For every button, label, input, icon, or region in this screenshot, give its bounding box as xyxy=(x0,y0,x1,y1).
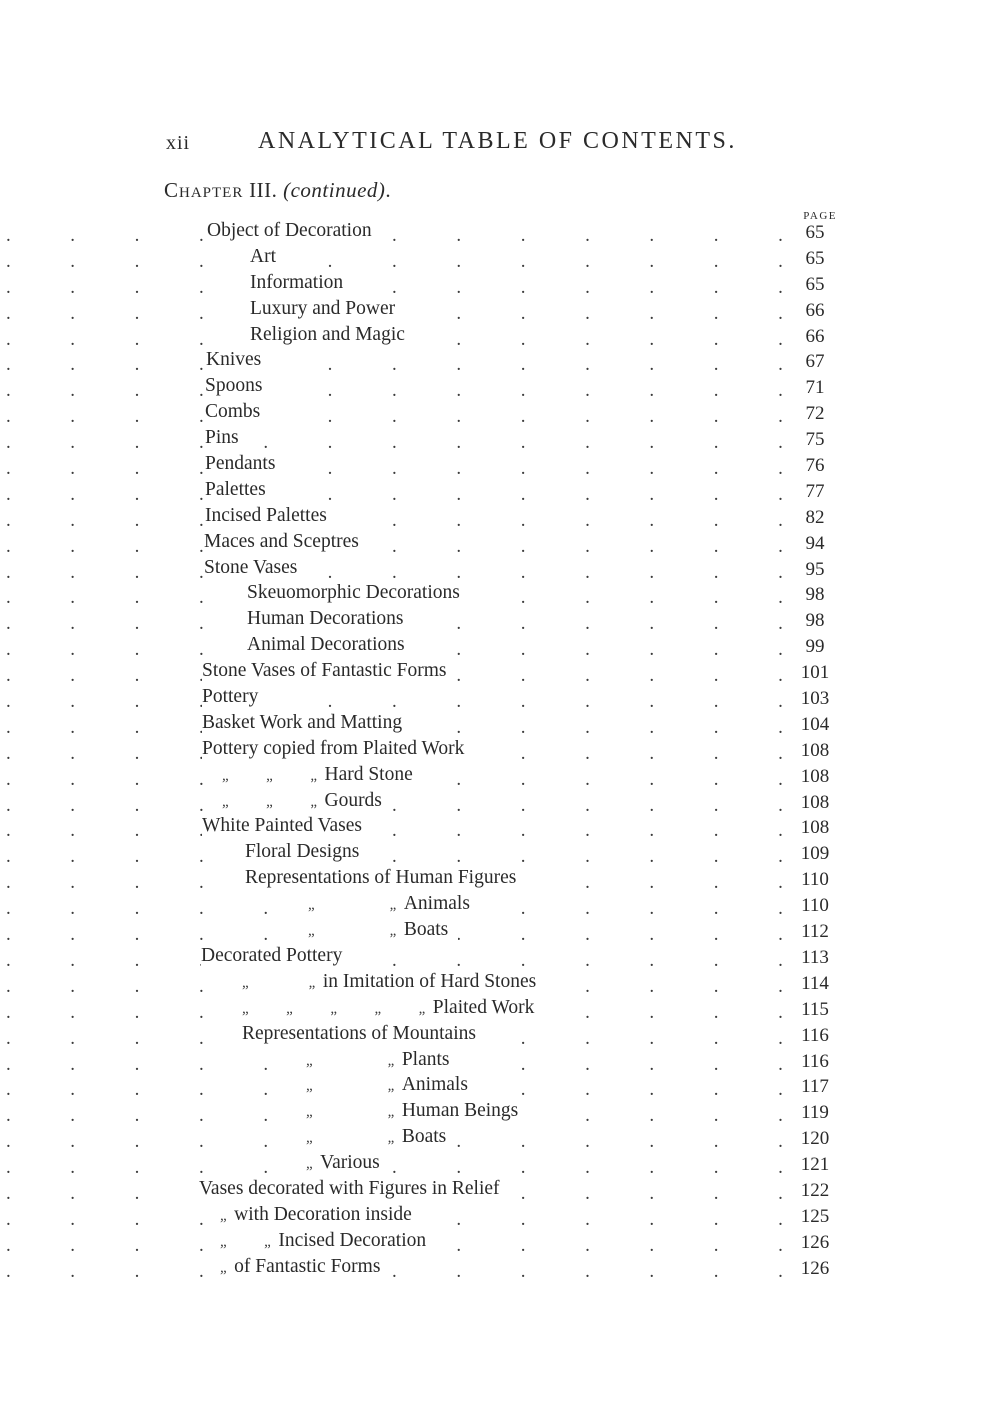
toc-entry xyxy=(0,505,1000,531)
page-folio: xii xyxy=(166,132,191,154)
toc-entry-text: Basket Work and Matting xyxy=(202,711,403,733)
toc-page-number: 108 xyxy=(800,765,830,787)
toc-page-number: 65 xyxy=(805,222,825,243)
toc-entry xyxy=(0,867,1000,893)
toc-entry-text: Luxury and Power xyxy=(250,297,396,319)
dot-leader xyxy=(6,484,784,506)
toc-entry-title xyxy=(247,582,470,604)
toc-entry-title xyxy=(242,1023,486,1045)
toc-entry-title xyxy=(242,971,546,993)
toc-entry xyxy=(0,453,1000,479)
toc-page-number: 77 xyxy=(805,480,825,502)
toc-entry xyxy=(0,1126,1000,1152)
toc-page-number: 113 xyxy=(801,946,829,968)
toc-entry-title xyxy=(245,867,526,889)
toc-entry-text: Boats xyxy=(401,1126,447,1148)
toc-entry-text: Representations of Human Figures xyxy=(245,867,517,889)
toc-page-number: 101 xyxy=(800,662,830,684)
toc-page-number: 67 xyxy=(805,351,825,373)
dot-leader xyxy=(6,950,784,972)
page-column-label: PAGE xyxy=(803,210,837,222)
ditto-marks: „ xyxy=(220,1207,235,1224)
toc-entry-text: Representations of Mountains xyxy=(242,1022,476,1044)
toc-entry-text: Animals xyxy=(401,1074,468,1096)
toc-page-number: 108 xyxy=(800,817,830,839)
toc-page-number: 110 xyxy=(801,895,829,917)
toc-entry-text: of Fantastic Forms xyxy=(234,1255,381,1277)
toc-page-number: 120 xyxy=(800,1128,830,1150)
toc-entry-title xyxy=(201,945,352,967)
toc-entry-text: Skeuomorphic Decorations xyxy=(247,582,460,604)
toc-entry-text: Gourds xyxy=(324,789,382,811)
toc-entry-title xyxy=(207,220,382,242)
toc-page-number: 103 xyxy=(800,688,830,710)
chapter-continued-note: (continued) xyxy=(283,178,386,202)
toc-entry xyxy=(0,945,1000,971)
toc-page-number: 71 xyxy=(805,377,825,399)
toc-entry xyxy=(0,815,1000,841)
toc-entry-text: Animal Decorations xyxy=(247,634,405,656)
ditto-marks: „ „ xyxy=(220,1233,279,1250)
toc-entry-text: Information xyxy=(250,271,344,293)
toc-entry xyxy=(0,349,1000,375)
toc-page-number: 112 xyxy=(801,921,829,943)
dot-leader xyxy=(6,536,784,558)
toc-entry-title xyxy=(205,427,249,449)
toc-entry xyxy=(0,582,1000,608)
toc-entry-text: Vases decorated with Figures in Relief xyxy=(199,1177,500,1199)
dot-leader xyxy=(6,251,784,273)
toc-entry-text: Religion and Magic xyxy=(250,323,405,345)
toc-entry-title xyxy=(204,531,369,553)
toc-entry-text: Various xyxy=(320,1152,380,1174)
toc-page-number: 117 xyxy=(801,1076,829,1098)
toc-entry-text: Human Decorations xyxy=(247,608,404,630)
toc-page-number: 98 xyxy=(805,584,825,606)
toc-entry xyxy=(0,1152,1000,1178)
toc-entry xyxy=(0,997,1000,1023)
dot-leader xyxy=(6,406,784,428)
toc-page-number: 119 xyxy=(801,1102,829,1124)
toc-entry-title xyxy=(306,1152,390,1174)
toc-entry-title xyxy=(206,349,271,371)
toc-entry xyxy=(0,1049,1000,1075)
toc-entry-text: Animals xyxy=(403,893,470,915)
toc-entry-title xyxy=(220,1256,390,1278)
toc-entry-title xyxy=(250,272,353,294)
toc-entry-title xyxy=(202,815,372,837)
toc-entry xyxy=(0,1023,1000,1049)
toc-entry xyxy=(0,246,1000,272)
dot-leader xyxy=(6,1157,784,1179)
ditto-marks: „ xyxy=(306,1156,321,1173)
toc-entry-title xyxy=(205,505,337,527)
toc-page-number: 108 xyxy=(800,791,830,813)
toc-entry xyxy=(0,634,1000,660)
toc-entry-text: with Decoration inside xyxy=(234,1203,412,1225)
toc-page-number: 65 xyxy=(805,273,825,295)
ditto-marks: „ „ xyxy=(308,923,404,940)
dot-leader xyxy=(6,458,784,480)
toc-page-number: 72 xyxy=(805,403,825,425)
toc-entry-text: Boats xyxy=(403,919,449,941)
toc-entry xyxy=(0,738,1000,764)
toc-entry-title xyxy=(222,764,423,786)
ditto-marks: „ „ xyxy=(306,1078,402,1095)
toc-page-number: 65 xyxy=(805,247,825,269)
toc-entry-text: Floral Designs xyxy=(245,841,360,863)
toc-entry-title xyxy=(306,1126,456,1148)
toc-entry xyxy=(0,1074,1000,1100)
dot-leader xyxy=(6,846,784,868)
ditto-marks: „ „ xyxy=(308,897,404,914)
toc-entry-text: Stone Vases of Fantastic Forms xyxy=(202,660,447,682)
toc-page-number: 122 xyxy=(800,1179,830,1201)
toc-entry xyxy=(0,479,1000,505)
toc-page-number: 116 xyxy=(801,1050,829,1072)
toc-entry-title xyxy=(199,1178,510,1200)
dot-leader xyxy=(6,432,784,454)
chapter-number: III. xyxy=(249,178,278,202)
dot-leader xyxy=(6,562,784,584)
ditto-marks: „ „ „ xyxy=(222,767,325,784)
running-header xyxy=(0,128,1000,162)
toc-page-number: 75 xyxy=(805,429,825,451)
toc-entry-title xyxy=(308,919,458,941)
toc-page-number: 104 xyxy=(800,713,830,735)
dot-leader xyxy=(6,691,784,713)
ditto-marks: „ „ xyxy=(306,1130,402,1147)
toc-entry-title xyxy=(204,557,307,579)
toc-entry xyxy=(0,971,1000,997)
table-of-contents xyxy=(0,220,1000,1282)
toc-entry xyxy=(0,893,1000,919)
toc-entry-text: Object of Decoration xyxy=(207,220,372,241)
toc-entry-title xyxy=(250,324,415,346)
chapter-heading-period: . xyxy=(385,178,392,202)
toc-page-number: 126 xyxy=(800,1257,830,1279)
toc-entry-text: Palettes xyxy=(205,478,266,500)
toc-entry-text: Incised Decoration xyxy=(278,1229,427,1251)
toc-entry-text: Pottery copied from Plaited Work xyxy=(202,737,465,759)
toc-page-number: 115 xyxy=(801,998,829,1020)
toc-entry xyxy=(0,712,1000,738)
ditto-marks: „ „ xyxy=(242,974,323,991)
toc-entry-title xyxy=(205,479,276,501)
toc-entry-text: Combs xyxy=(205,401,261,423)
toc-entry-text: Stone Vases xyxy=(204,556,298,578)
toc-entry-text: Hard Stone xyxy=(324,763,413,785)
toc-entry-text: Pottery xyxy=(202,686,259,708)
toc-entry xyxy=(0,1230,1000,1256)
toc-entry-title xyxy=(205,401,270,423)
toc-entry-text: Knives xyxy=(206,349,262,371)
toc-entry-title xyxy=(306,1074,478,1096)
toc-entry-text: Pins xyxy=(205,427,239,449)
toc-entry xyxy=(0,790,1000,816)
toc-page-number: 110 xyxy=(801,869,829,891)
running-title: ANALYTICAL TABLE OF CONTENTS. xyxy=(258,128,737,154)
ditto-marks: „ „ „ „ „ xyxy=(242,1000,433,1017)
toc-page-number: 76 xyxy=(805,455,825,477)
toc-entry-title xyxy=(220,1230,436,1252)
toc-entry-text: Plaited Work xyxy=(432,996,535,1018)
toc-page-number: 109 xyxy=(800,843,830,865)
dot-leader xyxy=(6,1261,784,1283)
toc-page-number: 99 xyxy=(805,636,825,658)
toc-entry-text: Maces and Sceptres xyxy=(204,530,359,552)
toc-page-number: 116 xyxy=(801,1024,829,1046)
toc-entry-title xyxy=(205,453,285,475)
toc-entry-title xyxy=(308,893,480,915)
toc-entry-title xyxy=(247,608,414,630)
toc-entry xyxy=(0,841,1000,867)
dot-leader xyxy=(6,277,784,299)
toc-entry-title xyxy=(242,997,544,1019)
toc-entry-title xyxy=(202,712,412,734)
toc-entry-text: Incised Palettes xyxy=(205,504,327,526)
toc-entry-title xyxy=(220,1204,422,1226)
toc-entry-title xyxy=(250,246,286,268)
dot-leader xyxy=(6,795,784,817)
toc-entry xyxy=(0,401,1000,427)
dot-leader xyxy=(6,225,784,247)
toc-entry xyxy=(0,1100,1000,1126)
toc-page-number: 66 xyxy=(805,325,825,347)
chapter-heading xyxy=(164,178,391,203)
toc-entry xyxy=(0,220,1000,246)
toc-entry xyxy=(0,427,1000,453)
toc-page-number: 95 xyxy=(805,558,825,580)
toc-entry-text: Art xyxy=(250,245,276,267)
chapter-label: Chapter xyxy=(164,178,244,202)
toc-entry xyxy=(0,557,1000,583)
toc-entry-text: Decorated Pottery xyxy=(201,944,343,966)
ditto-marks: „ „ xyxy=(306,1104,402,1121)
ditto-marks: „ „ xyxy=(306,1052,402,1069)
toc-entry xyxy=(0,1256,1000,1282)
ditto-marks: „ „ „ xyxy=(222,793,325,810)
dot-leader xyxy=(6,820,784,842)
toc-entry-title xyxy=(205,375,272,397)
toc-entry-text: Spoons xyxy=(205,375,263,397)
toc-entry-title xyxy=(202,660,456,682)
toc-entry xyxy=(0,531,1000,557)
toc-entry-title xyxy=(202,738,474,760)
toc-entry-title xyxy=(250,298,405,320)
toc-page-number: 82 xyxy=(805,506,825,528)
toc-page-number: 114 xyxy=(801,972,829,994)
toc-entry xyxy=(0,919,1000,945)
toc-page-number: 126 xyxy=(800,1231,830,1253)
toc-entry-title xyxy=(306,1049,460,1071)
toc-page-number: 66 xyxy=(805,299,825,321)
toc-entry xyxy=(0,1204,1000,1230)
toc-entry-title xyxy=(306,1100,528,1122)
ditto-marks: „ xyxy=(220,1259,235,1276)
toc-entry-title xyxy=(222,790,392,812)
toc-entry xyxy=(0,660,1000,686)
toc-page-number: 121 xyxy=(800,1154,830,1176)
toc-entry xyxy=(0,686,1000,712)
toc-entry-text: White Painted Vases xyxy=(202,815,362,837)
toc-page-number: 94 xyxy=(805,532,825,554)
dot-leader xyxy=(6,510,784,532)
toc-entry-text: in Imitation of Hard Stones xyxy=(322,970,537,992)
toc-entry-text: Plants xyxy=(401,1048,450,1070)
toc-entry xyxy=(0,608,1000,634)
toc-entry-title xyxy=(202,686,268,708)
toc-entry xyxy=(0,375,1000,401)
toc-entry-text: Pendants xyxy=(205,453,276,475)
toc-entry xyxy=(0,298,1000,324)
toc-page-number: 108 xyxy=(800,739,830,761)
dot-leader xyxy=(6,380,784,402)
toc-entry xyxy=(0,324,1000,350)
toc-page-number: 98 xyxy=(805,610,825,632)
dot-leader xyxy=(6,354,784,376)
toc-entry-text: Human Beings xyxy=(401,1100,519,1122)
toc-entry xyxy=(0,1178,1000,1204)
toc-entry xyxy=(0,272,1000,298)
toc-entry-title xyxy=(247,634,415,656)
toc-entry-title xyxy=(245,841,369,863)
toc-page-number: 125 xyxy=(800,1205,830,1227)
toc-entry xyxy=(0,764,1000,790)
